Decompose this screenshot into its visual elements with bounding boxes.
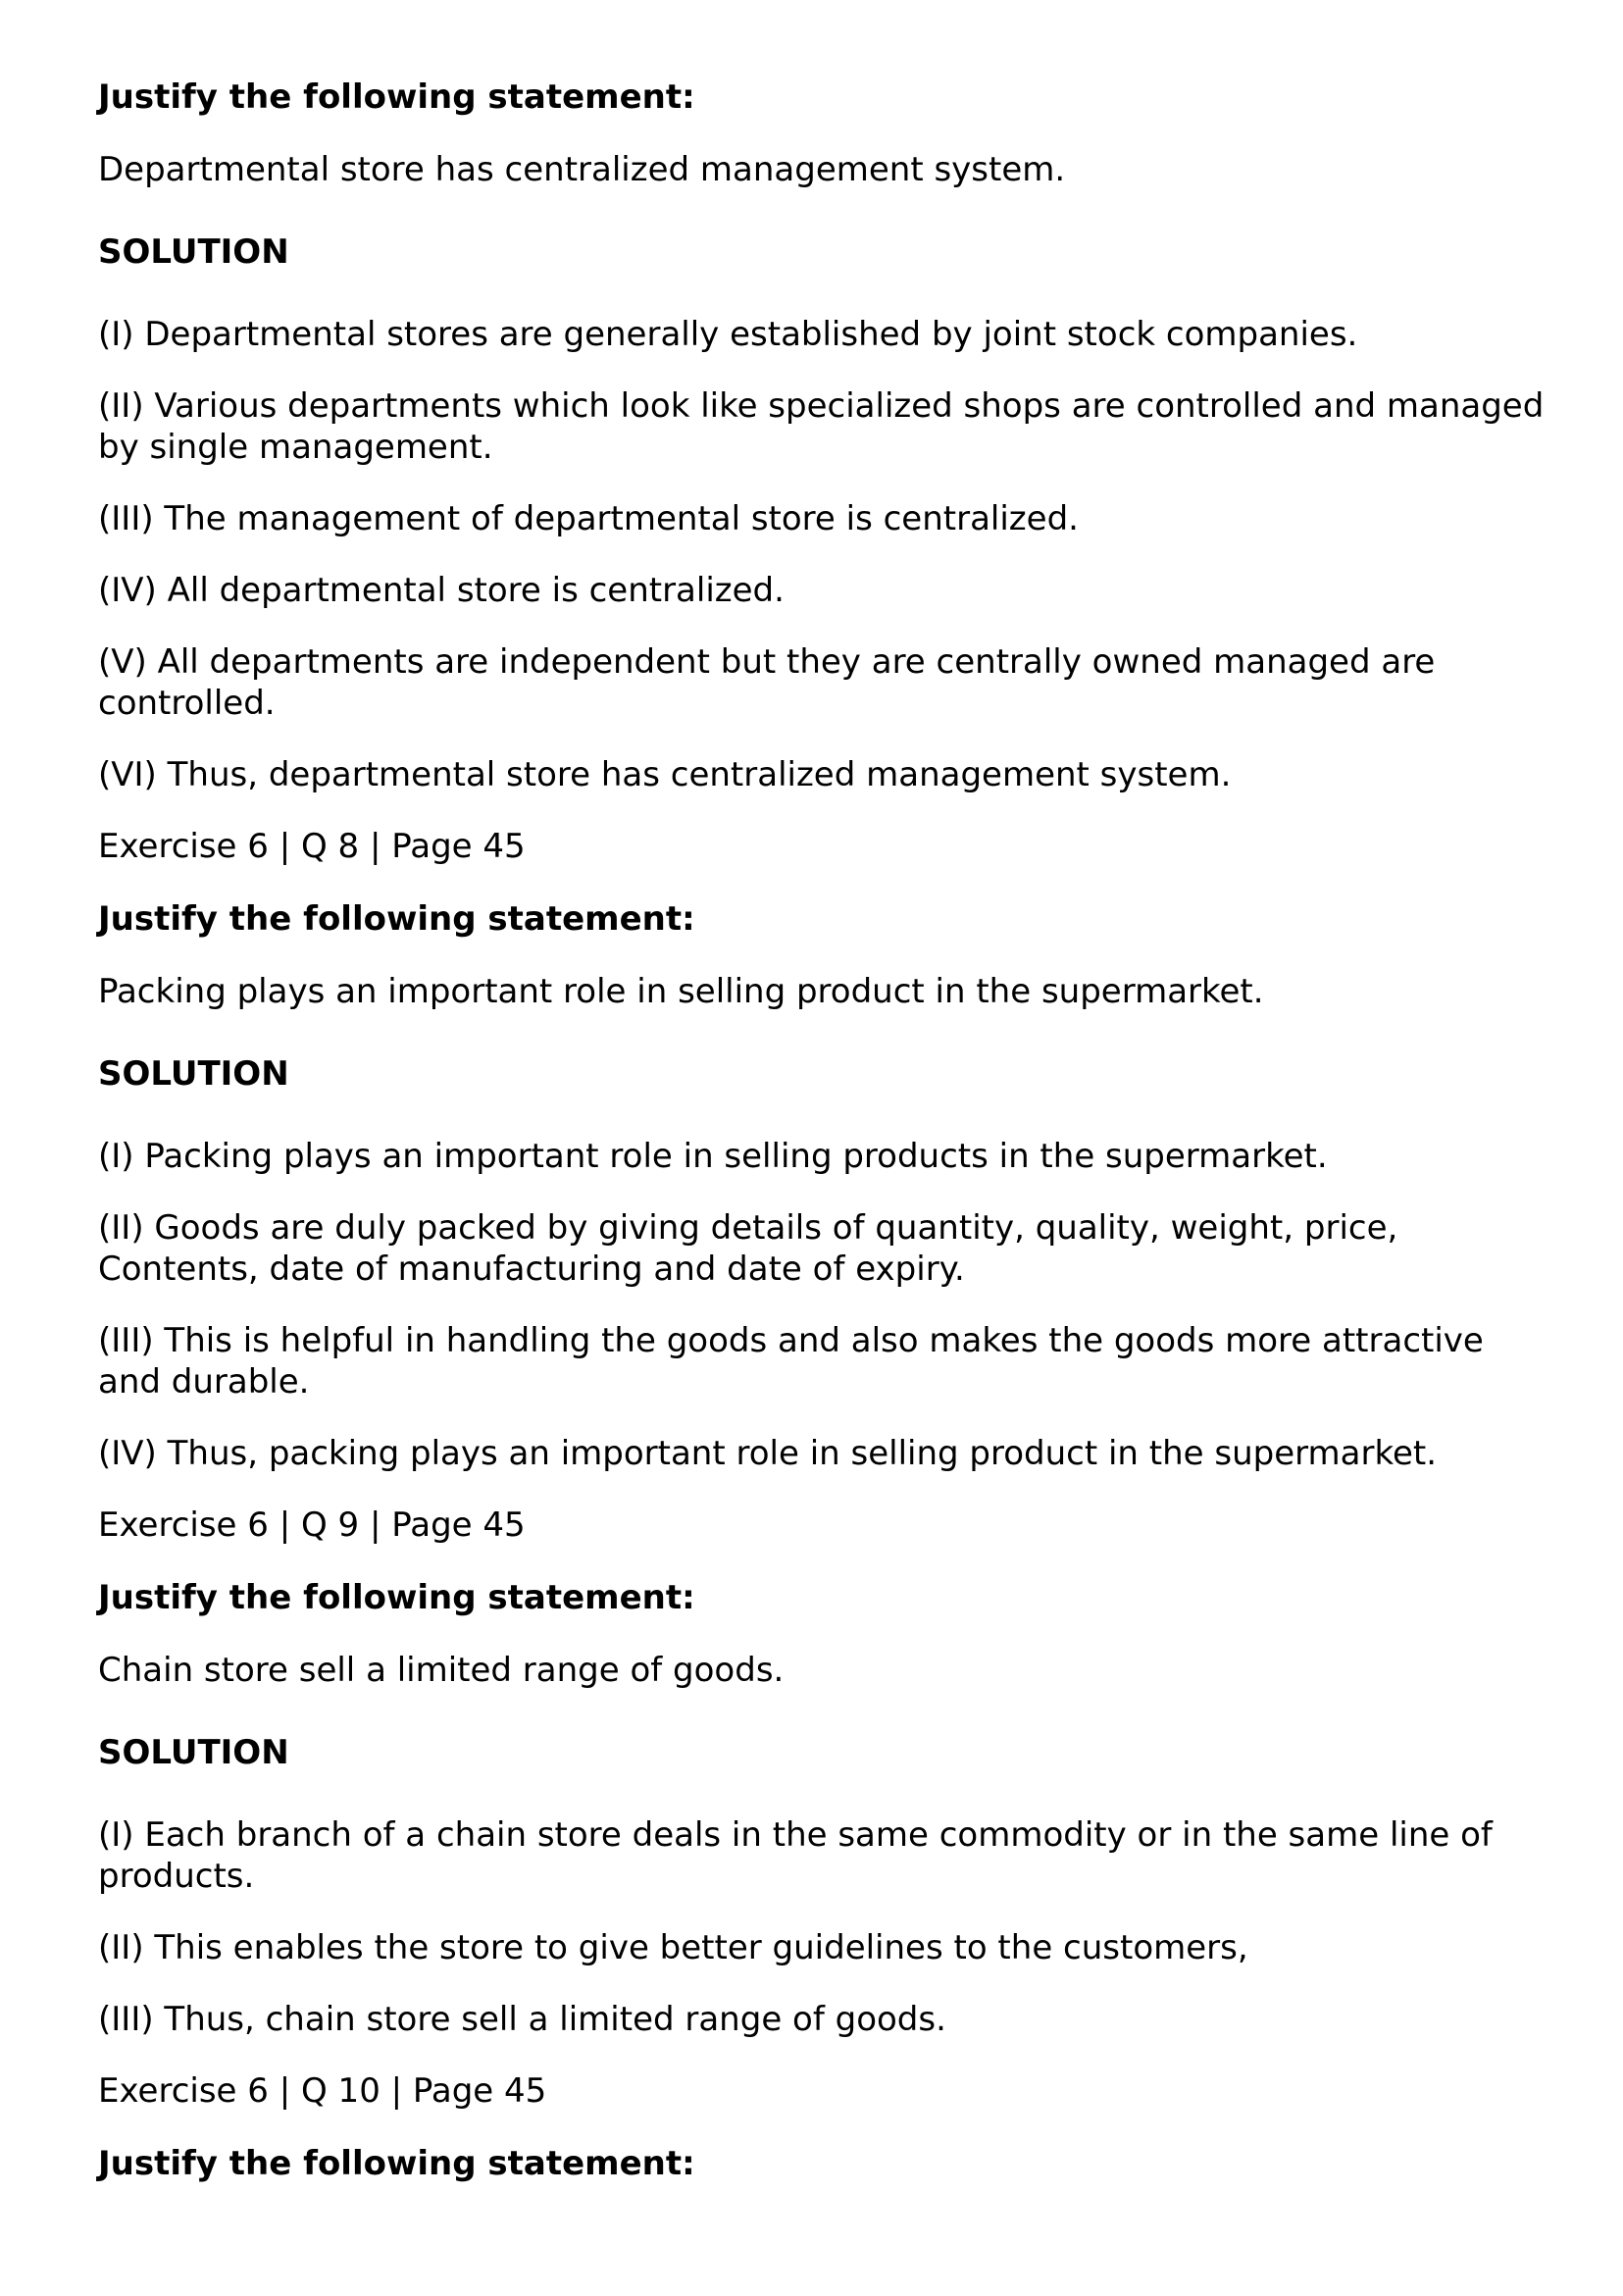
question-statement: Packing plays an important role in selling product in the supermarket. — [98, 972, 1264, 1011]
question-heading: Justify the following statement: — [98, 1578, 695, 1617]
question-section — [98, 898, 1549, 1546]
solution-point: (V) All departments are independent but they are centrally owned managed are controlled. — [98, 642, 1436, 723]
question-heading: Justify the following statement: — [98, 77, 695, 117]
solution-point: (IV) All departmental store is centralized. — [98, 571, 785, 610]
question-statement: Departmental store has centralized management system. — [98, 150, 1066, 189]
solution-point: (VI) Thus, departmental store has centralized management system. — [98, 755, 1232, 794]
solution-point: (I) Each branch of a chain store deals in the same commodity or in the same line of products. — [98, 1815, 1493, 1896]
solution-point: (I) Packing plays an important role in selling products in the supermarket. — [98, 1137, 1328, 1176]
solution-point: (II) Various departments which look like specialized shops are controlled and managed by single management. — [98, 386, 1545, 467]
exercise-reference: Exercise 6 | Q 9 | Page 45 — [98, 1505, 526, 1545]
solution-label: SOLUTION — [98, 1733, 289, 1772]
document-page — [98, 77, 1549, 2216]
question-section — [98, 77, 1549, 867]
exercise-reference: Exercise 6 | Q 10 | Page 45 — [98, 2071, 547, 2111]
exercise-reference: Exercise 6 | Q 8 | Page 45 — [98, 827, 526, 866]
solution-point: (II) Goods are duly packed by giving details of quantity, quality, weight, price, Contents, date of manufacturing and date of expiry. — [98, 1208, 1398, 1289]
solution-point: (II) This enables the store to give better guidelines to the customers, — [98, 1928, 1248, 1967]
solution-label: SOLUTION — [98, 1054, 289, 1094]
solution-point: (I) Departmental stores are generally established by joint stock companies. — [98, 315, 1358, 354]
solution-point: (III) The management of departmental store is centralized. — [98, 499, 1079, 538]
solution-point: (IV) Thus, packing plays an important role in selling product in the supermarket. — [98, 1434, 1437, 1473]
solution-point: (III) Thus, chain store sell a limited range of goods. — [98, 2000, 946, 2039]
solution-point: (III) This is helpful in handling the goods and also makes the goods more attractive and durable. — [98, 1321, 1484, 1402]
question-section — [98, 1577, 1549, 2112]
solution-label: SOLUTION — [98, 232, 289, 272]
question-heading: Justify the following statement: — [98, 2144, 695, 2183]
question-heading: Justify the following statement: — [98, 899, 695, 939]
question-statement: Chain store sell a limited range of goods. — [98, 1651, 785, 1690]
